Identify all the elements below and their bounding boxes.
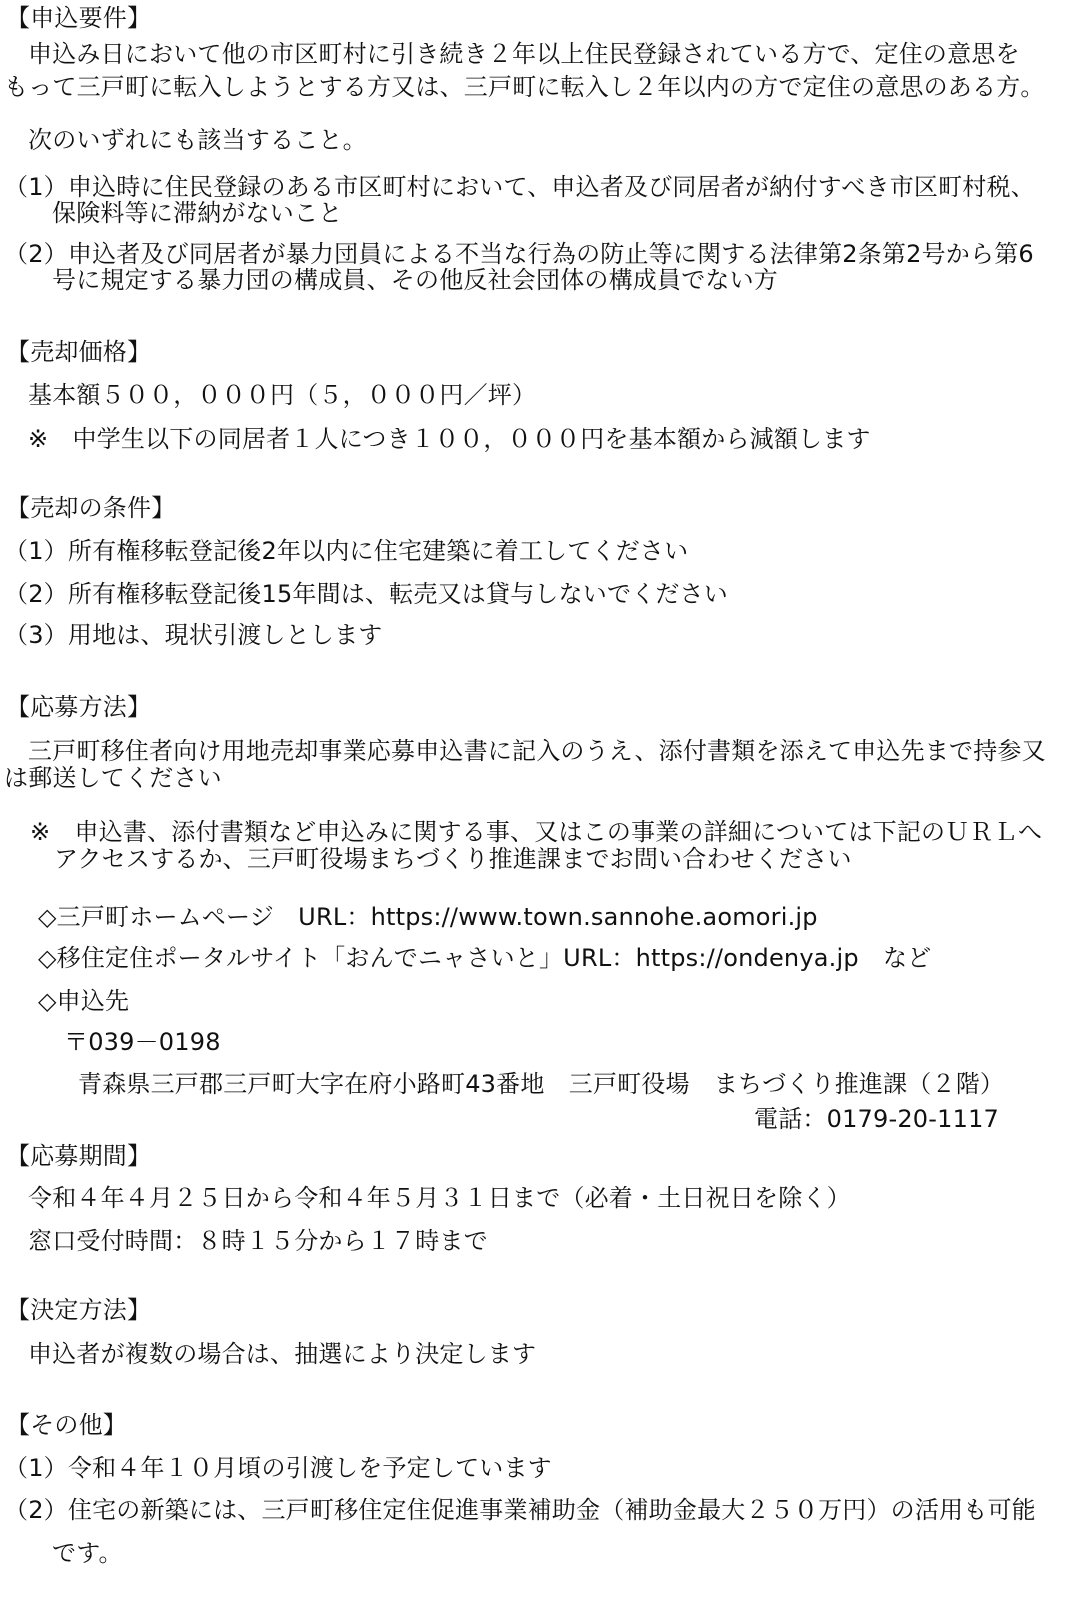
section-heading-other: 【その他】 [6,1411,127,1439]
conditions-item-3: （3）用地は、現状引渡しとします [4,621,383,649]
section-heading-price: 【売却価格】 [6,338,152,366]
requirements-item-1-line2: 保険料等に滞納がないこと [52,199,343,227]
other-item-2-line2: です。 [52,1539,123,1567]
phone-number: 電話：0179-20-1117 [754,1105,1000,1133]
other-item-2-line1: （2）住宅の新築には、三戸町移住定住促進事業補助金（補助金最大２５０万円）の活用も可能 [4,1496,1036,1524]
address: 青森県三戸郡三戸町大字在府小路町43番地 三戸町役場 まちづくり推進課（２階） [78,1070,1005,1098]
application-note-line2: アクセスするか、三戸町役場まちづくり推進課までお問い合わせください [54,845,852,873]
conditions-item-2: （2）所有権移転登記後15年間は、転売又は貸与しないでください [4,580,729,608]
requirements-subheading: 次のいずれにも該当すること。 [28,126,367,154]
other-item-1: （1）令和４年１０月頃の引渡しを予定しています [4,1454,552,1482]
section-heading-conditions: 【売却の条件】 [6,494,176,522]
section-heading-requirements: 【申込要件】 [6,4,152,32]
section-heading-application: 【応募方法】 [6,693,152,721]
section-heading-period: 【応募期間】 [6,1142,152,1170]
requirements-paragraph-line2: もって三戸町に転入しようとする方又は、三戸町に転入し２年以内の方で定住の意思のある方。 [4,73,1045,101]
decision-text: 申込者が複数の場合は、抽選により決定します [28,1340,537,1368]
requirements-item-2-line2: 号に規定する暴力団の構成員、その他反社会団体の構成員でない方 [52,266,778,294]
postal-code: 〒039－0198 [64,1028,221,1056]
requirements-paragraph-line1: 申込み日において他の市区町村に引き続き２年以上住民登録されている方で、定住の意思を [28,40,1020,68]
application-line2: は郵送してください [4,764,222,792]
period-hours: 窓口受付時間：８時１５分から１７時まで [28,1227,488,1255]
application-line1: 三戸町移住者向け用地売却事業応募申込書に記入のうえ、添付書類を添えて申込先まで持参又 [28,737,1046,765]
portal-url-link[interactable]: ◇移住定住ポータルサイト「おんでニャさいと」URL：https://ondenya.jp など [38,944,932,972]
price-base: 基本額５００，０００円（５，０００円／坪） [28,381,537,409]
section-heading-decision: 【決定方法】 [6,1296,152,1324]
period-dates: 令和４年４月２５日から令和４年５月３１日まで（必着・土日祝日を除く） [28,1184,851,1212]
requirements-item-2-line1: （2）申込者及び同居者が暴力団員による不当な行為の防止等に関する法律第2条第2号から第6 [4,240,1034,268]
price-note: ※ 中学生以下の同居者１人につき１００，０００円を基本額から減額します [28,425,871,453]
destination-label: ◇申込先 [38,987,130,1015]
conditions-item-1: （1）所有権移転登記後2年以内に住宅建築に着工してください [4,537,689,565]
requirements-item-1-line1: （1）申込時に住民登録のある市区町村において、申込者及び同居者が納付すべき市区町村税、 [4,173,1035,201]
application-note-line1: ※ 申込書、添付書類など申込みに関する事、又はこの事業の詳細については下記のＵＲＬへ [30,818,1043,846]
homepage-url-link[interactable]: ◇三戸町ホームページ URL：https://www.town.sannohe.aomori.jp [38,903,818,931]
